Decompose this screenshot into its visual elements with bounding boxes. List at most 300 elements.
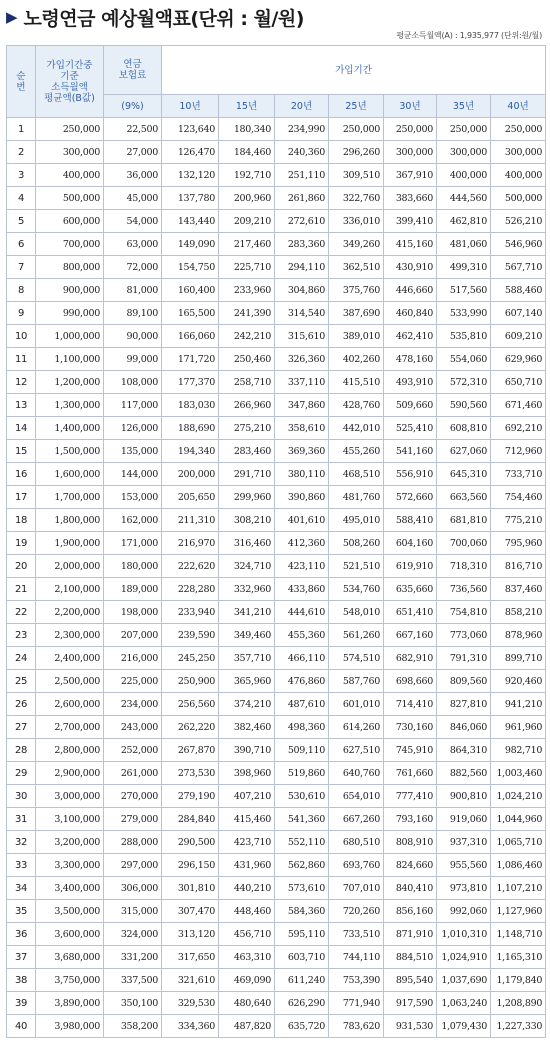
table-cell: 588,460	[491, 279, 546, 302]
table-cell: 1,086,460	[491, 854, 546, 877]
table-cell: 476,860	[275, 670, 329, 693]
row-number: 37	[7, 946, 36, 969]
table-cell: 283,460	[219, 440, 275, 463]
table-cell: 243,000	[104, 716, 162, 739]
table-cell: 301,810	[162, 877, 219, 900]
table-cell: 205,650	[162, 486, 219, 509]
table-cell: 154,750	[162, 256, 219, 279]
table-row	[7, 509, 546, 532]
table-cell: 533,990	[437, 302, 491, 325]
table-cell: 733,510	[329, 923, 384, 946]
table-cell: 856,160	[384, 900, 437, 923]
table-cell: 279,190	[162, 785, 219, 808]
table-cell: 455,360	[275, 624, 329, 647]
table-cell: 431,960	[219, 854, 275, 877]
row-number: 15	[7, 440, 36, 463]
table-cell: 332,960	[219, 578, 275, 601]
table-cell: 816,710	[491, 555, 546, 578]
table-row	[7, 1015, 546, 1038]
table-cell: 941,210	[491, 693, 546, 716]
table-cell: 198,000	[104, 601, 162, 624]
table-cell: 300,000	[491, 141, 546, 164]
row-number: 35	[7, 900, 36, 923]
row-number: 16	[7, 463, 36, 486]
table-cell: 314,540	[275, 302, 329, 325]
table-row	[7, 762, 546, 785]
table-cell: 183,030	[162, 394, 219, 417]
table-cell: 1,600,000	[36, 463, 104, 486]
table-row	[7, 325, 546, 348]
table-cell: 753,390	[329, 969, 384, 992]
table-cell: 430,910	[384, 256, 437, 279]
table-cell: 1,010,310	[437, 923, 491, 946]
table-cell: 27,000	[104, 141, 162, 164]
table-cell: 587,760	[329, 670, 384, 693]
table-cell: 63,000	[104, 233, 162, 256]
row-number: 33	[7, 854, 36, 877]
table-cell: 775,210	[491, 509, 546, 532]
table-cell: 462,410	[384, 325, 437, 348]
table-cell: 423,110	[275, 555, 329, 578]
table-row	[7, 946, 546, 969]
table-cell: 192,710	[219, 164, 275, 187]
table-cell: 498,360	[275, 716, 329, 739]
table-cell: 601,010	[329, 693, 384, 716]
table-cell: 358,200	[104, 1015, 162, 1038]
table-cell: 313,120	[162, 923, 219, 946]
table-cell: 667,160	[384, 624, 437, 647]
table-cell: 931,530	[384, 1015, 437, 1038]
table-cell: 216,000	[104, 647, 162, 670]
table-row	[7, 279, 546, 302]
table-cell: 300,000	[384, 141, 437, 164]
table-cell: 428,760	[329, 394, 384, 417]
table-cell: 714,410	[384, 693, 437, 716]
table-cell: 316,460	[219, 532, 275, 555]
table-cell: 469,090	[219, 969, 275, 992]
table-row	[7, 601, 546, 624]
table-cell: 256,560	[162, 693, 219, 716]
table-cell: 349,260	[329, 233, 384, 256]
table-cell: 90,000	[104, 325, 162, 348]
table-cell: 466,110	[275, 647, 329, 670]
table-row	[7, 624, 546, 647]
table-cell: 627,060	[437, 440, 491, 463]
table-cell: 526,210	[491, 210, 546, 233]
table-cell: 296,260	[329, 141, 384, 164]
table-cell: 399,410	[384, 210, 437, 233]
table-cell: 309,510	[329, 164, 384, 187]
table-cell: 604,160	[384, 532, 437, 555]
table-cell: 1,127,960	[491, 900, 546, 923]
table-cell: 350,100	[104, 992, 162, 1015]
table-cell: 2,800,000	[36, 739, 104, 762]
table-cell: 321,610	[162, 969, 219, 992]
pension-table	[6, 45, 546, 1038]
table-cell: 2,900,000	[36, 762, 104, 785]
table-cell: 973,810	[437, 877, 491, 900]
table-cell: 1,037,690	[437, 969, 491, 992]
table-cell: 651,410	[384, 601, 437, 624]
table-cell: 89,100	[104, 302, 162, 325]
row-number: 21	[7, 578, 36, 601]
table-row	[7, 417, 546, 440]
average-income-note: 평균소득월액(A) : 1,935,977 (단위:원/월)	[396, 31, 542, 40]
table-cell: 603,710	[275, 946, 329, 969]
table-cell: 225,710	[219, 256, 275, 279]
table-row	[7, 118, 546, 141]
table-row	[7, 348, 546, 371]
table-cell: 383,660	[384, 187, 437, 210]
table-cell: 308,210	[219, 509, 275, 532]
table-cell: 712,960	[491, 440, 546, 463]
table-cell: 357,710	[219, 647, 275, 670]
header-period: 20년	[275, 95, 329, 118]
table-cell: 407,210	[219, 785, 275, 808]
table-cell: 611,240	[275, 969, 329, 992]
table-cell: 266,960	[219, 394, 275, 417]
table-cell: 2,500,000	[36, 670, 104, 693]
table-cell: 250,460	[219, 348, 275, 371]
table-row	[7, 900, 546, 923]
table-cell: 250,000	[384, 118, 437, 141]
table-cell: 3,000,000	[36, 785, 104, 808]
table-cell: 250,000	[36, 118, 104, 141]
row-number: 30	[7, 785, 36, 808]
table-cell: 460,840	[384, 302, 437, 325]
table-cell: 771,940	[329, 992, 384, 1015]
table-cell: 171,720	[162, 348, 219, 371]
table-cell: 937,310	[437, 831, 491, 854]
table-cell: 2,600,000	[36, 693, 104, 716]
table-cell: 54,000	[104, 210, 162, 233]
table-cell: 242,210	[219, 325, 275, 348]
table-cell: 341,210	[219, 601, 275, 624]
table-cell: 548,010	[329, 601, 384, 624]
table-cell: 22,500	[104, 118, 162, 141]
table-cell: 250,900	[162, 670, 219, 693]
table-cell: 390,710	[219, 739, 275, 762]
table-cell: 415,160	[384, 233, 437, 256]
table-cell: 149,090	[162, 233, 219, 256]
table-row	[7, 739, 546, 762]
table-cell: 982,710	[491, 739, 546, 762]
table-cell: 837,460	[491, 578, 546, 601]
table-cell: 744,110	[329, 946, 384, 969]
table-cell: 347,860	[275, 394, 329, 417]
table-cell: 1,024,210	[491, 785, 546, 808]
table-cell: 296,150	[162, 854, 219, 877]
table-cell: 961,960	[491, 716, 546, 739]
table-cell: 992,060	[437, 900, 491, 923]
row-number: 22	[7, 601, 36, 624]
table-cell: 795,960	[491, 532, 546, 555]
row-number: 29	[7, 762, 36, 785]
page-title: 노령연금 예상월액표(단위 : 월/원)	[23, 7, 304, 30]
table-cell: 402,260	[329, 348, 384, 371]
table-cell: 233,940	[162, 601, 219, 624]
table-cell: 556,910	[384, 463, 437, 486]
table-cell: 840,410	[384, 877, 437, 900]
table-cell: 117,000	[104, 394, 162, 417]
table-cell: 546,960	[491, 233, 546, 256]
header-period: 25년	[329, 95, 384, 118]
table-cell: 245,250	[162, 647, 219, 670]
table-row	[7, 371, 546, 394]
table-cell: 315,000	[104, 900, 162, 923]
table-cell: 878,960	[491, 624, 546, 647]
table-cell: 126,000	[104, 417, 162, 440]
table-cell: 291,710	[219, 463, 275, 486]
row-number: 28	[7, 739, 36, 762]
table-cell: 412,360	[275, 532, 329, 555]
table-cell: 189,000	[104, 578, 162, 601]
table-cell: 306,000	[104, 877, 162, 900]
table-cell: 1,148,710	[491, 923, 546, 946]
table-cell: 541,160	[384, 440, 437, 463]
table-cell: 240,360	[275, 141, 329, 164]
table-cell: 389,010	[329, 325, 384, 348]
table-cell: 682,910	[384, 647, 437, 670]
table-cell: 1,107,210	[491, 877, 546, 900]
table-cell: 401,610	[275, 509, 329, 532]
table-cell: 864,310	[437, 739, 491, 762]
table-cell: 261,000	[104, 762, 162, 785]
table-cell: 754,810	[437, 601, 491, 624]
triangle-bullet-icon: ▶	[6, 8, 18, 26]
table-cell: 225,000	[104, 670, 162, 693]
table-cell: 216,970	[162, 532, 219, 555]
table-row	[7, 969, 546, 992]
row-number: 2	[7, 141, 36, 164]
table-cell: 358,610	[275, 417, 329, 440]
table-cell: 718,310	[437, 555, 491, 578]
table-cell: 700,060	[437, 532, 491, 555]
table-cell: 288,000	[104, 831, 162, 854]
table-cell: 640,760	[329, 762, 384, 785]
table-cell: 609,210	[491, 325, 546, 348]
table-cell: 827,810	[437, 693, 491, 716]
table-cell: 614,260	[329, 716, 384, 739]
table-cell: 177,370	[162, 371, 219, 394]
table-cell: 525,410	[384, 417, 437, 440]
table-row	[7, 555, 546, 578]
table-cell: 415,460	[219, 808, 275, 831]
table-cell: 572,660	[384, 486, 437, 509]
row-number: 7	[7, 256, 36, 279]
header-premium-rate: (9%)	[104, 95, 162, 118]
table-cell: 588,410	[384, 509, 437, 532]
table-cell: 654,010	[329, 785, 384, 808]
table-cell: 920,460	[491, 670, 546, 693]
table-cell: 3,890,000	[36, 992, 104, 1015]
table-cell: 250,000	[329, 118, 384, 141]
table-cell: 300,000	[437, 141, 491, 164]
table-cell: 137,780	[162, 187, 219, 210]
table-row	[7, 141, 546, 164]
row-number: 1	[7, 118, 36, 141]
table-cell: 400,000	[36, 164, 104, 187]
table-cell: 1,063,240	[437, 992, 491, 1015]
table-cell: 1,044,960	[491, 808, 546, 831]
row-number: 27	[7, 716, 36, 739]
table-cell: 456,710	[219, 923, 275, 946]
table-cell: 290,500	[162, 831, 219, 854]
table-cell: 635,720	[275, 1015, 329, 1038]
table-cell: 519,860	[275, 762, 329, 785]
table-cell: 2,300,000	[36, 624, 104, 647]
table-cell: 329,530	[162, 992, 219, 1015]
table-row	[7, 647, 546, 670]
table-cell: 955,560	[437, 854, 491, 877]
row-number: 34	[7, 877, 36, 900]
table-cell: 574,510	[329, 647, 384, 670]
table-cell: 761,660	[384, 762, 437, 785]
table-cell: 608,810	[437, 417, 491, 440]
table-cell: 584,360	[275, 900, 329, 923]
table-cell: 336,010	[329, 210, 384, 233]
table-cell: 809,560	[437, 670, 491, 693]
row-number: 4	[7, 187, 36, 210]
table-cell: 462,810	[437, 210, 491, 233]
table-cell: 629,960	[491, 348, 546, 371]
table-cell: 160,400	[162, 279, 219, 302]
table-cell: 162,000	[104, 509, 162, 532]
table-row	[7, 486, 546, 509]
table-cell: 143,440	[162, 210, 219, 233]
table-cell: 250,000	[491, 118, 546, 141]
table-row	[7, 394, 546, 417]
table-cell: 1,900,000	[36, 532, 104, 555]
table-row	[7, 233, 546, 256]
table-cell: 1,024,910	[437, 946, 491, 969]
table-cell: 619,910	[384, 555, 437, 578]
table-cell: 36,000	[104, 164, 162, 187]
table-cell: 1,300,000	[36, 394, 104, 417]
table-cell: 1,208,890	[491, 992, 546, 1015]
table-cell: 1,179,840	[491, 969, 546, 992]
table-cell: 2,000,000	[36, 555, 104, 578]
table-cell: 468,510	[329, 463, 384, 486]
row-number: 10	[7, 325, 36, 348]
table-row	[7, 785, 546, 808]
table-cell: 241,390	[219, 302, 275, 325]
row-number: 13	[7, 394, 36, 417]
table-cell: 1,227,330	[491, 1015, 546, 1038]
table-cell: 650,710	[491, 371, 546, 394]
table-cell: 3,400,000	[36, 877, 104, 900]
table-cell: 509,660	[384, 394, 437, 417]
table-cell: 284,840	[162, 808, 219, 831]
table-cell: 671,460	[491, 394, 546, 417]
table-cell: 188,690	[162, 417, 219, 440]
table-cell: 135,000	[104, 440, 162, 463]
table-cell: 517,560	[437, 279, 491, 302]
table-cell: 508,260	[329, 532, 384, 555]
row-number: 36	[7, 923, 36, 946]
table-cell: 607,140	[491, 302, 546, 325]
table-cell: 720,260	[329, 900, 384, 923]
table-cell: 433,860	[275, 578, 329, 601]
table-cell: 3,300,000	[36, 854, 104, 877]
header-premium: 연금 보험료	[104, 46, 162, 95]
table-cell: 552,110	[275, 831, 329, 854]
table-body	[7, 118, 546, 1038]
row-number: 9	[7, 302, 36, 325]
table-cell: 595,110	[275, 923, 329, 946]
table-cell: 1,700,000	[36, 486, 104, 509]
table-cell: 273,530	[162, 762, 219, 785]
table-cell: 390,860	[275, 486, 329, 509]
row-number: 11	[7, 348, 36, 371]
table-cell: 207,000	[104, 624, 162, 647]
table-cell: 307,470	[162, 900, 219, 923]
header-period: 15년	[219, 95, 275, 118]
table-cell: 365,960	[219, 670, 275, 693]
table-cell: 272,610	[275, 210, 329, 233]
table-cell: 692,210	[491, 417, 546, 440]
table-cell: 1,079,430	[437, 1015, 491, 1038]
row-number: 25	[7, 670, 36, 693]
table-cell: 324,000	[104, 923, 162, 946]
table-cell: 1,003,460	[491, 762, 546, 785]
table-cell: 440,210	[219, 877, 275, 900]
table-cell: 211,310	[162, 509, 219, 532]
table-cell: 917,590	[384, 992, 437, 1015]
table-row	[7, 923, 546, 946]
table-cell: 300,000	[36, 141, 104, 164]
table-row	[7, 670, 546, 693]
table-cell: 294,110	[275, 256, 329, 279]
table-cell: 754,460	[491, 486, 546, 509]
table-cell: 304,860	[275, 279, 329, 302]
table-row	[7, 808, 546, 831]
table-cell: 562,860	[275, 854, 329, 877]
table-cell: 283,360	[275, 233, 329, 256]
table-row	[7, 302, 546, 325]
table-cell: 773,060	[437, 624, 491, 647]
table-cell: 317,650	[162, 946, 219, 969]
table-cell: 791,310	[437, 647, 491, 670]
table-cell: 1,000,000	[36, 325, 104, 348]
table-cell: 899,710	[491, 647, 546, 670]
table-cell: 446,660	[384, 279, 437, 302]
table-cell: 554,060	[437, 348, 491, 371]
table-cell: 800,000	[36, 256, 104, 279]
table-cell: 481,060	[437, 233, 491, 256]
table-cell: 194,340	[162, 440, 219, 463]
table-cell: 1,165,310	[491, 946, 546, 969]
table-cell: 667,260	[329, 808, 384, 831]
table-cell: 423,710	[219, 831, 275, 854]
table-cell: 1,100,000	[36, 348, 104, 371]
table-cell: 3,750,000	[36, 969, 104, 992]
table-cell: 315,610	[275, 325, 329, 348]
table-cell: 326,360	[275, 348, 329, 371]
table-cell: 663,560	[437, 486, 491, 509]
table-cell: 362,510	[329, 256, 384, 279]
table-cell: 733,710	[491, 463, 546, 486]
header-period: 30년	[384, 95, 437, 118]
table-cell: 239,590	[162, 624, 219, 647]
table-cell: 900,810	[437, 785, 491, 808]
table-row	[7, 992, 546, 1015]
table-cell: 444,610	[275, 601, 329, 624]
table-cell: 1,200,000	[36, 371, 104, 394]
table-cell: 279,000	[104, 808, 162, 831]
table-row	[7, 187, 546, 210]
table-cell: 270,000	[104, 785, 162, 808]
